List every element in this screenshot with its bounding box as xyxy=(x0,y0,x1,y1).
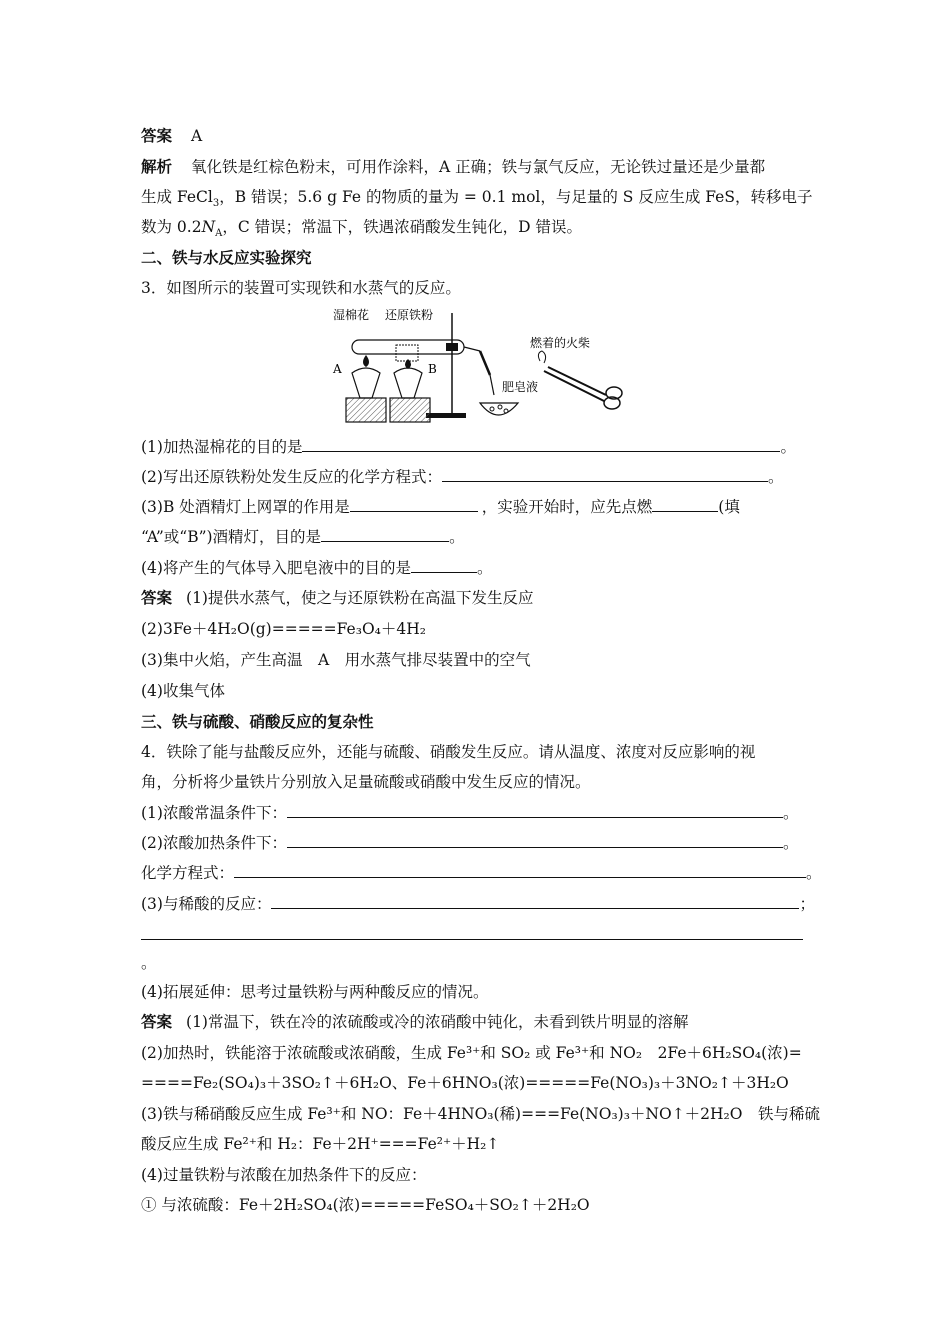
section-title: 二、铁与水反应实验探究 xyxy=(141,249,312,267)
q4-answer-line-7: ① 与浓硫酸：Fe＋2H₂SO₄(浓)=====FeSO₄＋SO₂↑＋2H₂O xyxy=(141,1196,590,1214)
figure-label-b: B xyxy=(428,362,437,376)
q3-answer-line-1 xyxy=(141,587,533,609)
punct: 。 xyxy=(449,528,465,546)
q4-answer-line-6: (4)过量铁粉与浓酸在加热条件下的反应： xyxy=(141,1166,427,1184)
q4-sub1 xyxy=(141,802,798,824)
q4-answer-line-5: 酸反应生成 Fe²⁺和 H₂：Fe＋2H⁺===Fe²⁺＋H₂↑ xyxy=(141,1135,500,1153)
answer-blank[interactable] xyxy=(234,862,806,878)
punct: 。 xyxy=(767,468,784,486)
answer-blank[interactable] xyxy=(350,496,478,512)
punct: 。 xyxy=(782,804,799,822)
q4-equation xyxy=(141,862,822,884)
answer-label: 答案 xyxy=(141,589,173,607)
q4-sub3 xyxy=(141,893,815,915)
q3-sub4 xyxy=(141,557,492,579)
punct: ； xyxy=(799,895,815,913)
answer-text: (1)常温下，铁在冷的浓硫酸或冷的浓硝酸中钝化，未看到铁片明显的溶解 xyxy=(186,1013,689,1031)
question-text: (3)与稀酸的反应： xyxy=(141,895,272,913)
lamp-b xyxy=(394,368,422,398)
q4-sub3-end: 。 xyxy=(141,954,157,972)
analysis-text: 生成 FeCl xyxy=(141,188,213,206)
tongs xyxy=(544,367,606,401)
q4-answer-line-1 xyxy=(141,1011,688,1033)
punct: 。 xyxy=(782,834,799,852)
q4-answer-line-4: (3)铁与稀硝酸反应生成 Fe³⁺和 NO：Fe＋4HNO₃(稀)===Fe(NO₃)₃＋NO↑＋2H₂O 铁与稀硫 xyxy=(141,1105,820,1123)
figure-label-soap: 肥皂液 xyxy=(502,380,539,394)
q4-sub3-cont xyxy=(141,924,803,946)
analysis-text: 数为 0.2 xyxy=(141,218,202,236)
q3-answer-line-4: (4)收集气体 xyxy=(141,682,225,700)
figure-label-iron: 还原铁粉 xyxy=(385,308,434,322)
punct: 。 xyxy=(476,559,493,577)
question-text: “A”或“B”)酒精灯，目的是 xyxy=(141,528,322,546)
punct: 。 xyxy=(780,438,796,456)
q4-answer-line-2: (2)加热时，铁能溶于浓硫酸或浓硝酸，生成 Fe³⁺和 SO₂ 或 Fe³⁺和 NO₂ 2Fe＋6H₂SO₄(浓)= xyxy=(141,1044,802,1062)
avogadro-symbol: N xyxy=(201,218,216,236)
answer-value: A xyxy=(190,127,203,145)
figure-label-match: 燃着的火柴 xyxy=(530,336,591,350)
q2-analysis-line-2 xyxy=(141,186,812,208)
question-text: (4)将产生的气体导入肥皂液中的目的是 xyxy=(141,559,411,577)
figure-label-a: A xyxy=(333,362,342,376)
question-text: (2)写出还原铁粉处发生反应的化学方程式： xyxy=(141,468,442,486)
q4-answer-line-3: ====Fe₂(SO₄)₃＋3SO₂↑＋6H₂O、Fe＋6HNO₃(浓)=====Fe(NO₃)₃＋3NO₂↑＋3H₂O xyxy=(141,1074,789,1092)
question-text: (3)B 处酒精灯上网罩的作用是 xyxy=(141,498,350,516)
answer-label: 答案 xyxy=(141,127,173,145)
section-title: 三、铁与硫酸、硝酸反应的复杂性 xyxy=(141,713,374,731)
q3-sub1 xyxy=(141,436,796,458)
answer-blank[interactable] xyxy=(321,526,449,542)
question-stem: 3．如图所示的装置可实现铁和水蒸气的反应。 xyxy=(141,279,461,297)
analysis-text: ，B 错误；5.6 g Fe 的物质的量为 = 0.1 mol，与足量的 S 反应生成 FeS，转移电子 xyxy=(219,188,813,206)
question-text: (1)加热湿棉花的目的是 xyxy=(141,438,303,456)
answer-blank[interactable] xyxy=(141,924,803,940)
question-text: (1)浓酸常温条件下： xyxy=(141,804,287,822)
q2-analysis-line-1 xyxy=(141,156,765,178)
analysis-label: 解析 xyxy=(141,158,173,176)
answer-blank[interactable] xyxy=(442,466,768,482)
q3-answer-line-2: (2)3Fe＋4H₂O(g)=====Fe₃O₄＋4H₂ xyxy=(141,620,426,638)
question-stem: 角，分析将少量铁片分别放入足量硫酸或硝酸中发生反应的情况。 xyxy=(141,773,591,791)
q4-sub2 xyxy=(141,832,798,854)
answer-blank[interactable] xyxy=(302,436,780,452)
q4-sub4: (4)拓展延伸：思考过量铁粉与两种酸反应的情况。 xyxy=(141,983,489,1001)
q2-answer-line xyxy=(141,125,202,147)
answer-blank[interactable] xyxy=(411,557,477,573)
q3-answer-line-3: (3)集中火焰，产生高温 A 用水蒸气排尽装置中的空气 xyxy=(141,651,531,669)
answer-blank[interactable] xyxy=(652,496,718,512)
punct: 。 xyxy=(806,864,822,882)
figure-label-cotton: 湿棉花 xyxy=(333,308,370,322)
q3-sub2 xyxy=(141,466,783,488)
answer-blank[interactable] xyxy=(287,832,783,848)
subscript: A xyxy=(215,228,223,240)
lamp-a xyxy=(352,368,380,398)
q3-sub3 xyxy=(141,496,740,518)
analysis-text: ，C 错误；常温下，铁遇浓硝酸发生钝化，D 错误。 xyxy=(222,218,583,236)
apparatus-figure xyxy=(330,303,630,431)
answer-text: (1)提供水蒸气，使之与还原铁粉在高温下发生反应 xyxy=(186,589,534,607)
answer-blank[interactable] xyxy=(271,893,799,909)
question-text: 化学方程式： xyxy=(141,864,235,882)
question-text: (2)浓酸加热条件下： xyxy=(141,834,287,852)
answer-label: 答案 xyxy=(141,1013,173,1031)
question-text: (填 xyxy=(718,498,740,516)
question-text: ，实验开始时，应先点燃 xyxy=(481,498,653,516)
subscript: 3 xyxy=(212,198,220,210)
answer-blank[interactable] xyxy=(287,802,783,818)
q2-analysis-line-3 xyxy=(141,216,582,238)
question-stem: 4．铁除了能与盐酸反应外，还能与硫酸、硝酸发生反应。请从温度、浓度对反应影响的视 xyxy=(141,743,756,761)
analysis-text: 氧化铁是红棕色粉末，可用作涂料，A 正确；铁与氯气反应，无论铁过量还是少量都 xyxy=(190,158,766,176)
q3-sub3-cont xyxy=(141,526,465,548)
